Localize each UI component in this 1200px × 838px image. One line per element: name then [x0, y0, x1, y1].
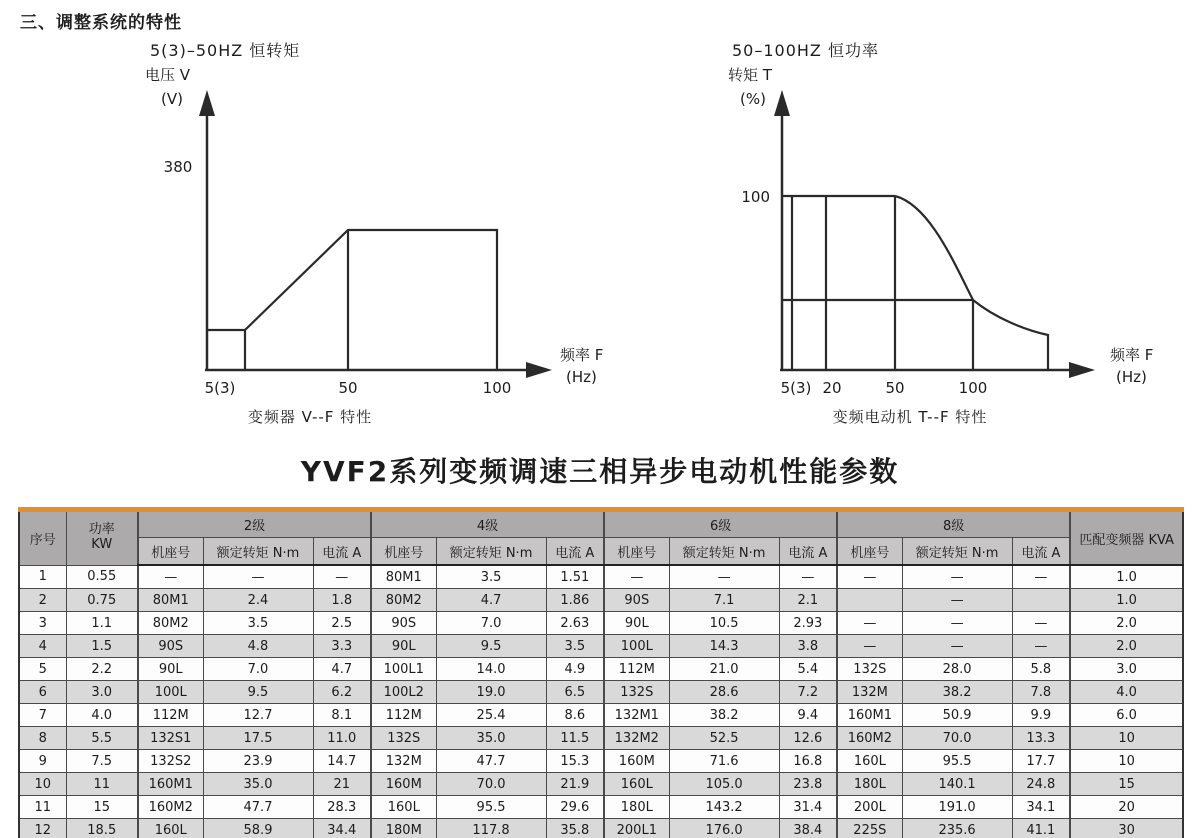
table-cell: 6.5 — [546, 681, 604, 704]
table-cell: 23.9 — [203, 750, 313, 773]
table-cell: 100L1 — [371, 658, 436, 681]
vf-y-arrow-icon — [199, 90, 215, 116]
table-cell: 3 — [19, 612, 66, 635]
table-cell: 2.2 — [66, 658, 138, 681]
table-cell: 29.6 — [546, 796, 604, 819]
table-cell: 20 — [1070, 796, 1183, 819]
table-cell: 105.0 — [669, 773, 779, 796]
table-cell: 19.0 — [436, 681, 546, 704]
table-cell: 38.2 — [669, 704, 779, 727]
table-cell: 15.3 — [546, 750, 604, 773]
vf-x-axis-label: 频率 F — [560, 346, 604, 364]
table-cell: 117.8 — [436, 819, 546, 838]
table-cell: 4.7 — [313, 658, 371, 681]
table-cell: 180L — [837, 773, 902, 796]
table-cell: 4.9 — [546, 658, 604, 681]
table-cell: 200L1 — [604, 819, 669, 838]
table-cell: 4.8 — [203, 635, 313, 658]
table-cell: 90S — [604, 589, 669, 612]
col-header-torque: 额定转矩 N·m — [669, 538, 779, 566]
table-cell: 132M1 — [604, 704, 669, 727]
col-header-frame: 机座号 — [604, 538, 669, 566]
table-cell: — — [1012, 635, 1070, 658]
table-cell: 15 — [66, 796, 138, 819]
table-cell: 23.8 — [779, 773, 837, 796]
tf-tick-3: 100 — [958, 379, 988, 397]
table-cell: 180M — [371, 819, 436, 838]
table-row — [19, 635, 1183, 658]
table-cell: 7.0 — [436, 612, 546, 635]
table-cell: 160L — [138, 819, 203, 838]
table-cell: 2.5 — [313, 612, 371, 635]
table-cell: 58.9 — [203, 819, 313, 838]
table-cell: 47.7 — [436, 750, 546, 773]
table-row — [19, 704, 1183, 727]
table-row — [19, 658, 1183, 681]
table-cell: 6 — [19, 681, 66, 704]
table-cell: 90S — [371, 612, 436, 635]
table-cell: 176.0 — [669, 819, 779, 838]
table-cell: 100L — [604, 635, 669, 658]
table-cell: 3.0 — [66, 681, 138, 704]
table-cell: 71.6 — [669, 750, 779, 773]
vf-tick-2: 100 — [482, 379, 512, 397]
table-cell: 2.63 — [546, 612, 604, 635]
col-header-kva: 匹配变频器 KVA — [1070, 510, 1183, 566]
col-header-torque: 额定转矩 N·m — [436, 538, 546, 566]
table-row — [19, 819, 1183, 838]
table-cell: 70.0 — [436, 773, 546, 796]
table-row — [19, 727, 1183, 750]
table-cell: 100L2 — [371, 681, 436, 704]
table-cell: 24.8 — [1012, 773, 1070, 796]
col-header-torque: 额定转矩 N·m — [902, 538, 1012, 566]
table-cell: 35.0 — [436, 727, 546, 750]
table-cell: 80M1 — [138, 589, 203, 612]
table-cell: 47.7 — [203, 796, 313, 819]
table-cell: 2.1 — [779, 589, 837, 612]
table-cell: 35.0 — [203, 773, 313, 796]
table-cell: — — [313, 565, 371, 589]
table-cell: 41.1 — [1012, 819, 1070, 838]
table-cell: 2.4 — [203, 589, 313, 612]
table-cell: 14.3 — [669, 635, 779, 658]
table-cell: — — [203, 565, 313, 589]
vf-chart — [20, 30, 620, 435]
tf-lower-line — [782, 300, 973, 370]
table-cell: — — [138, 565, 203, 589]
table-cell: 132S — [837, 658, 902, 681]
tf-chart-title: 50–100HZ 恒功率 — [732, 41, 879, 60]
table-cell: 10.5 — [669, 612, 779, 635]
tf-x-arrow-icon — [1069, 362, 1095, 378]
table-cell: 5.8 — [1012, 658, 1070, 681]
table-cell: — — [837, 565, 902, 589]
vf-tick-0: 5(3) — [204, 379, 236, 397]
tf-vertical-lines — [792, 196, 895, 370]
table-cell: 11.0 — [313, 727, 371, 750]
vf-chart-plot — [20, 60, 620, 405]
table-cell: 112M — [371, 704, 436, 727]
table-cell: 17.5 — [203, 727, 313, 750]
table-cell: 13.3 — [1012, 727, 1070, 750]
col-header-current: 电流 A — [1012, 538, 1070, 566]
table-cell: 1 — [19, 565, 66, 589]
table-cell: 38.2 — [902, 681, 1012, 704]
table-cell: 50.9 — [902, 704, 1012, 727]
table-cell: 2.0 — [1070, 612, 1183, 635]
table-cell: — — [779, 565, 837, 589]
col-group-8pole: 8级 — [837, 510, 1070, 538]
tf-y-axis-label: 转矩 T — [728, 66, 772, 84]
table-cell: 191.0 — [902, 796, 1012, 819]
table-cell: 4.0 — [66, 704, 138, 727]
table-cell: 4.0 — [1070, 681, 1183, 704]
performance-table — [18, 507, 1184, 838]
table-cell: 34.4 — [313, 819, 371, 838]
table-cell: — — [902, 565, 1012, 589]
table-cell: 2.0 — [1070, 635, 1183, 658]
table-cell: 160L — [837, 750, 902, 773]
table-cell: 17.7 — [1012, 750, 1070, 773]
table-cell: 90L — [371, 635, 436, 658]
table-cell: 225S — [837, 819, 902, 838]
table-cell: 132M — [837, 681, 902, 704]
col-group-6pole: 6级 — [604, 510, 837, 538]
table-cell: 80M2 — [371, 589, 436, 612]
table-cell: 112M — [138, 704, 203, 727]
table-cell: 5 — [19, 658, 66, 681]
table-cell: 160M — [371, 773, 436, 796]
vf-x-arrow-icon — [526, 362, 552, 378]
table-cell: 1.0 — [1070, 589, 1183, 612]
table-cell: 132S — [371, 727, 436, 750]
table-body — [19, 565, 1183, 838]
col-group-4pole: 4级 — [371, 510, 604, 538]
table-cell: 12 — [19, 819, 66, 838]
table-cell: 80M1 — [371, 565, 436, 589]
tf-chart — [620, 30, 1200, 435]
table-cell: 90L — [138, 658, 203, 681]
tf-y-arrow-icon — [774, 90, 790, 116]
table-cell: — — [1012, 565, 1070, 589]
table-cell: 1.1 — [66, 612, 138, 635]
tf-tick-1: 20 — [822, 379, 842, 397]
table-cell: 100L — [138, 681, 203, 704]
table-header-group-row — [19, 510, 1183, 538]
table-cell: 3.5 — [436, 565, 546, 589]
table-cell: 28.0 — [902, 658, 1012, 681]
table-cell: 11.5 — [546, 727, 604, 750]
table-cell: 9.5 — [203, 681, 313, 704]
vf-y-axis-unit: (V) — [161, 90, 183, 108]
col-header-power-line1: 功率 — [88, 522, 115, 538]
table-cell: 132M — [371, 750, 436, 773]
vf-y-axis-label: 电压 V — [145, 66, 191, 84]
tf-curve — [895, 196, 1048, 370]
table-cell: 9.5 — [436, 635, 546, 658]
table-cell: 18.5 — [66, 819, 138, 838]
table-cell: 160L — [604, 773, 669, 796]
table-cell: 25.4 — [436, 704, 546, 727]
table-row — [19, 565, 1183, 589]
table-cell: 28.6 — [669, 681, 779, 704]
table-cell: 0.75 — [66, 589, 138, 612]
table-cell: 9.4 — [779, 704, 837, 727]
table-cell: — — [902, 635, 1012, 658]
table-cell: 10 — [1070, 750, 1183, 773]
table-cell: 9.9 — [1012, 704, 1070, 727]
table-cell: 8 — [19, 727, 66, 750]
table-cell: 11 — [19, 796, 66, 819]
table-cell: 12.6 — [779, 727, 837, 750]
table-cell: 160M2 — [138, 796, 203, 819]
table-cell: 3.3 — [313, 635, 371, 658]
table-cell: 5.4 — [779, 658, 837, 681]
vf-y-ref-value: 380 — [163, 158, 193, 176]
col-header-no: 序号 — [19, 510, 66, 566]
tf-y-axis-unit: (%) — [740, 90, 766, 108]
table-cell: 21 — [313, 773, 371, 796]
table-cell: 160M — [604, 750, 669, 773]
table-cell: 2 — [19, 589, 66, 612]
table-cell: 10 — [19, 773, 66, 796]
col-header-frame: 机座号 — [837, 538, 902, 566]
table-cell: 235.6 — [902, 819, 1012, 838]
col-group-2pole: 2级 — [138, 510, 371, 538]
table-cell: — — [604, 565, 669, 589]
table-cell: 8.6 — [546, 704, 604, 727]
vf-curve — [245, 230, 497, 370]
col-header-frame: 机座号 — [138, 538, 203, 566]
table-cell: 9 — [19, 750, 66, 773]
tf-x-axis-label: 频率 F — [1110, 346, 1154, 364]
col-header-frame: 机座号 — [371, 538, 436, 566]
table-cell: 5.5 — [66, 727, 138, 750]
col-header-current: 电流 A — [546, 538, 604, 566]
table-cell: 3.8 — [779, 635, 837, 658]
table-cell: 70.0 — [902, 727, 1012, 750]
tf-chart-plot — [620, 60, 1200, 405]
table-cell: 4 — [19, 635, 66, 658]
table-cell: 95.5 — [902, 750, 1012, 773]
table-title: YVF2系列变频调速三相异步电动机性能参数 — [300, 455, 900, 488]
table-cell: 10 — [1070, 727, 1183, 750]
table-cell: 90S — [138, 635, 203, 658]
table-cell: — — [902, 612, 1012, 635]
table-cell: 3.5 — [203, 612, 313, 635]
table-cell: 95.5 — [436, 796, 546, 819]
col-header-current: 电流 A — [313, 538, 371, 566]
table-cell: 3.0 — [1070, 658, 1183, 681]
table-cell: 0.55 — [66, 565, 138, 589]
table-row — [19, 750, 1183, 773]
col-header-power — [66, 510, 138, 566]
table-cell: 160L — [371, 796, 436, 819]
col-header-power-line2: KW — [91, 537, 113, 553]
table-cell: 35.8 — [546, 819, 604, 838]
table-cell: 90L — [604, 612, 669, 635]
vf-boost-step — [207, 330, 245, 370]
table-cell: 80M2 — [138, 612, 203, 635]
col-header-torque: 额定转矩 N·m — [203, 538, 313, 566]
tf-tick-2: 50 — [885, 379, 905, 397]
tf-chart-caption: 变频电动机 T--F 特性 — [832, 408, 988, 426]
table-cell: 132S1 — [138, 727, 203, 750]
table-cell: 21.9 — [546, 773, 604, 796]
vf-chart-caption: 变频器 V--F 特性 — [247, 408, 373, 426]
table-cell: 16.8 — [779, 750, 837, 773]
table-cell: 160M1 — [837, 704, 902, 727]
table-cell: 132M2 — [604, 727, 669, 750]
table-cell: 1.51 — [546, 565, 604, 589]
table-row — [19, 796, 1183, 819]
table-cell: 30 — [1070, 819, 1183, 838]
table-cell: 132S2 — [138, 750, 203, 773]
table-cell: 14.7 — [313, 750, 371, 773]
table-cell: 4.7 — [436, 589, 546, 612]
table-cell: 132S — [604, 681, 669, 704]
table-cell: 52.5 — [669, 727, 779, 750]
table-cell: 11 — [66, 773, 138, 796]
table-row — [19, 681, 1183, 704]
table-row — [19, 773, 1183, 796]
table-cell: 21.0 — [669, 658, 779, 681]
table-cell: 7.5 — [66, 750, 138, 773]
table-cell: — — [1012, 612, 1070, 635]
table-cell: 34.1 — [1012, 796, 1070, 819]
table-cell: 14.0 — [436, 658, 546, 681]
table-cell: 180L — [604, 796, 669, 819]
table-cell — [837, 589, 902, 612]
table-cell: 6.0 — [1070, 704, 1183, 727]
table-cell: — — [837, 612, 902, 635]
vf-chart-title: 5(3)–50HZ 恒转矩 — [150, 41, 301, 60]
table-cell: 1.86 — [546, 589, 604, 612]
table-cell: 7.2 — [779, 681, 837, 704]
table-cell: 1.5 — [66, 635, 138, 658]
table-cell: 15 — [1070, 773, 1183, 796]
table-cell — [1012, 589, 1070, 612]
tf-tick-0: 5(3) — [780, 379, 812, 397]
table-cell: 160M1 — [138, 773, 203, 796]
table-cell: 38.4 — [779, 819, 837, 838]
table-cell: — — [902, 589, 1012, 612]
table-cell: 140.1 — [902, 773, 1012, 796]
vf-x-axis-unit: (Hz) — [566, 368, 597, 386]
table-cell: 8.1 — [313, 704, 371, 727]
table-cell: — — [669, 565, 779, 589]
tf-y-ref-value: 100 — [741, 188, 770, 206]
table-cell: 12.7 — [203, 704, 313, 727]
table-cell: — — [837, 635, 902, 658]
table-cell: 1.8 — [313, 589, 371, 612]
tf-x-axis-unit: (Hz) — [1116, 368, 1147, 386]
table-cell: 28.3 — [313, 796, 371, 819]
table-cell: 3.5 — [546, 635, 604, 658]
table-cell: 7.8 — [1012, 681, 1070, 704]
table-cell: 31.4 — [779, 796, 837, 819]
table-cell: 7.1 — [669, 589, 779, 612]
table-cell: 7 — [19, 704, 66, 727]
table-cell: 2.93 — [779, 612, 837, 635]
page-heading: 三、调整系统的特性 — [20, 13, 182, 33]
table-cell: 6.2 — [313, 681, 371, 704]
table-cell: 1.0 — [1070, 565, 1183, 589]
table-header-sub-row — [19, 538, 1183, 566]
table-row — [19, 612, 1183, 635]
table-cell: 112M — [604, 658, 669, 681]
table-cell: 200L — [837, 796, 902, 819]
table-cell: 160M2 — [837, 727, 902, 750]
table-cell: 7.0 — [203, 658, 313, 681]
vf-tick-1: 50 — [338, 379, 358, 397]
col-header-current: 电流 A — [779, 538, 837, 566]
table-row — [19, 589, 1183, 612]
table-cell: 143.2 — [669, 796, 779, 819]
